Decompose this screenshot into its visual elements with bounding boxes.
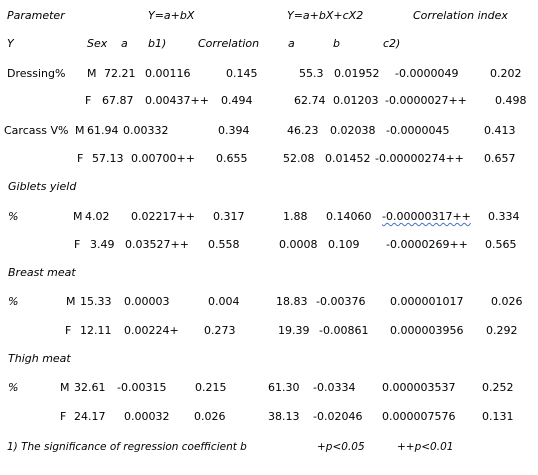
cell-sex: M	[60, 381, 70, 394]
cell-correlation-index: 0.292	[486, 324, 518, 337]
cell-b: 0.00032	[124, 410, 170, 423]
cell-sex: M	[66, 295, 76, 308]
cell-a2: 61.30	[268, 381, 300, 394]
cell-a2: 0.0008	[279, 238, 318, 251]
header-parameter: Parameter	[7, 9, 65, 22]
cell-a: 32.61	[74, 381, 106, 394]
cell-c: 0.000003537	[382, 381, 456, 394]
cell-c: 0.000003956	[390, 324, 464, 337]
row-label: Carcass V%	[4, 124, 69, 137]
cell-b2: 0.02038	[330, 124, 376, 137]
header-b-linear: b1)	[148, 37, 167, 50]
cell-correlation: 0.655	[216, 152, 248, 165]
header-correlation-index: Correlation index	[413, 9, 508, 22]
cell-sex: F	[77, 152, 84, 165]
cell-b: 0.00332	[123, 124, 169, 137]
header-a-quadratic: a	[288, 37, 295, 50]
cell-a: 24.17	[74, 410, 106, 423]
cell-b2: 0.01452	[325, 152, 371, 165]
cell-a: 3.49	[90, 238, 115, 251]
cell-c: -0.0000269++	[386, 238, 468, 251]
cell-a: 57.13	[92, 152, 124, 165]
section-title-thigh: Thigh meat	[8, 352, 71, 365]
section-title-giblets: Giblets yield	[8, 180, 77, 193]
cell-correlation-index: 0.026	[491, 295, 523, 308]
cell-correlation: 0.026	[194, 410, 226, 423]
cell-a2: 18.83	[276, 295, 308, 308]
cell-a: 67.87	[102, 94, 134, 107]
footnote-p05: +p<0.05	[317, 441, 365, 453]
cell-b: -0.00315	[117, 381, 167, 394]
cell-a2: 55.3	[299, 67, 324, 80]
row-label: Dressing%	[7, 67, 66, 80]
cell-sex: F	[60, 410, 67, 423]
cell-b2: -0.0334	[313, 381, 356, 394]
cell-b2: 0.01952	[334, 67, 380, 80]
cell-a2: 19.39	[278, 324, 310, 337]
cell-sex: M	[75, 124, 85, 137]
cell-b: 0.00437++	[145, 94, 209, 107]
header-b-quadratic: b	[333, 37, 340, 50]
footnote-significance: 1) The significance of regression coefficient b	[7, 441, 247, 453]
cell-correlation-index: 0.131	[482, 410, 514, 423]
header-sex: Sex	[87, 37, 108, 50]
cell-correlation: 0.145	[226, 67, 258, 80]
cell-b: 0.00116	[145, 67, 191, 80]
row-label: %	[8, 295, 19, 308]
cell-b2: 0.14060	[326, 210, 372, 223]
cell-correlation: 0.394	[218, 124, 250, 137]
cell-sex: M	[73, 210, 83, 223]
cell-a2: 62.74	[294, 94, 326, 107]
cell-correlation: 0.558	[208, 238, 240, 251]
cell-correlation-index: 0.657	[484, 152, 516, 165]
cell-b: 0.00003	[124, 295, 170, 308]
header-linear-equation: Y=a+bX	[148, 9, 195, 22]
cell-correlation-index: 0.202	[490, 67, 522, 80]
cell-c: -0.00000317++	[382, 210, 471, 223]
header-a-linear: a	[121, 37, 128, 50]
cell-correlation: 0.494	[221, 94, 253, 107]
cell-b2: 0.109	[328, 238, 360, 251]
cell-c: 0.000007576	[382, 410, 456, 423]
section-title-breast: Breast meat	[8, 266, 76, 279]
cell-b2: -0.02046	[313, 410, 363, 423]
cell-b: 0.00700++	[131, 152, 195, 165]
cell-a2: 38.13	[268, 410, 300, 423]
cell-c: 0.000001017	[390, 295, 464, 308]
cell-c: -0.0000027++	[385, 94, 467, 107]
cell-c: -0.00000274++	[375, 152, 464, 165]
cell-c: -0.0000049	[395, 67, 459, 80]
cell-b2: 0.01203	[333, 94, 379, 107]
cell-correlation: 0.273	[204, 324, 236, 337]
cell-sex: M	[87, 67, 97, 80]
header-correlation: Correlation	[198, 37, 260, 50]
cell-sex: F	[74, 238, 81, 251]
cell-b: 0.00224+	[124, 324, 179, 337]
cell-correlation: 0.004	[208, 295, 240, 308]
cell-b2: -0.00861	[319, 324, 369, 337]
cell-a: 61.94	[87, 124, 119, 137]
cell-correlation: 0.317	[213, 210, 245, 223]
cell-a2: 1.88	[283, 210, 308, 223]
cell-a: 15.33	[80, 295, 112, 308]
cell-sex: F	[85, 94, 92, 107]
footnote-p01: ++p<0.01	[397, 441, 454, 453]
header-quadratic-equation: Y=a+bX+cX2	[287, 9, 364, 22]
cell-a: 4.02	[85, 210, 110, 223]
cell-c: -0.0000045	[386, 124, 450, 137]
row-label: %	[8, 381, 19, 394]
row-label: %	[8, 210, 19, 223]
cell-a: 72.21	[104, 67, 136, 80]
header-c-quadratic: c2)	[383, 37, 401, 50]
cell-b: 0.03527++	[125, 238, 189, 251]
cell-a: 12.11	[80, 324, 112, 337]
cell-correlation-index: 0.413	[484, 124, 516, 137]
header-y: Y	[7, 37, 14, 50]
cell-correlation-index: 0.498	[495, 94, 527, 107]
cell-a2: 46.23	[287, 124, 319, 137]
cell-b: 0.02217++	[131, 210, 195, 223]
cell-correlation-index: 0.252	[482, 381, 514, 394]
cell-sex: F	[65, 324, 72, 337]
cell-a2: 52.08	[283, 152, 315, 165]
cell-correlation-index: 0.334	[488, 210, 520, 223]
cell-correlation-index: 0.565	[485, 238, 517, 251]
cell-correlation: 0.215	[195, 381, 227, 394]
cell-b2: -0.00376	[316, 295, 366, 308]
